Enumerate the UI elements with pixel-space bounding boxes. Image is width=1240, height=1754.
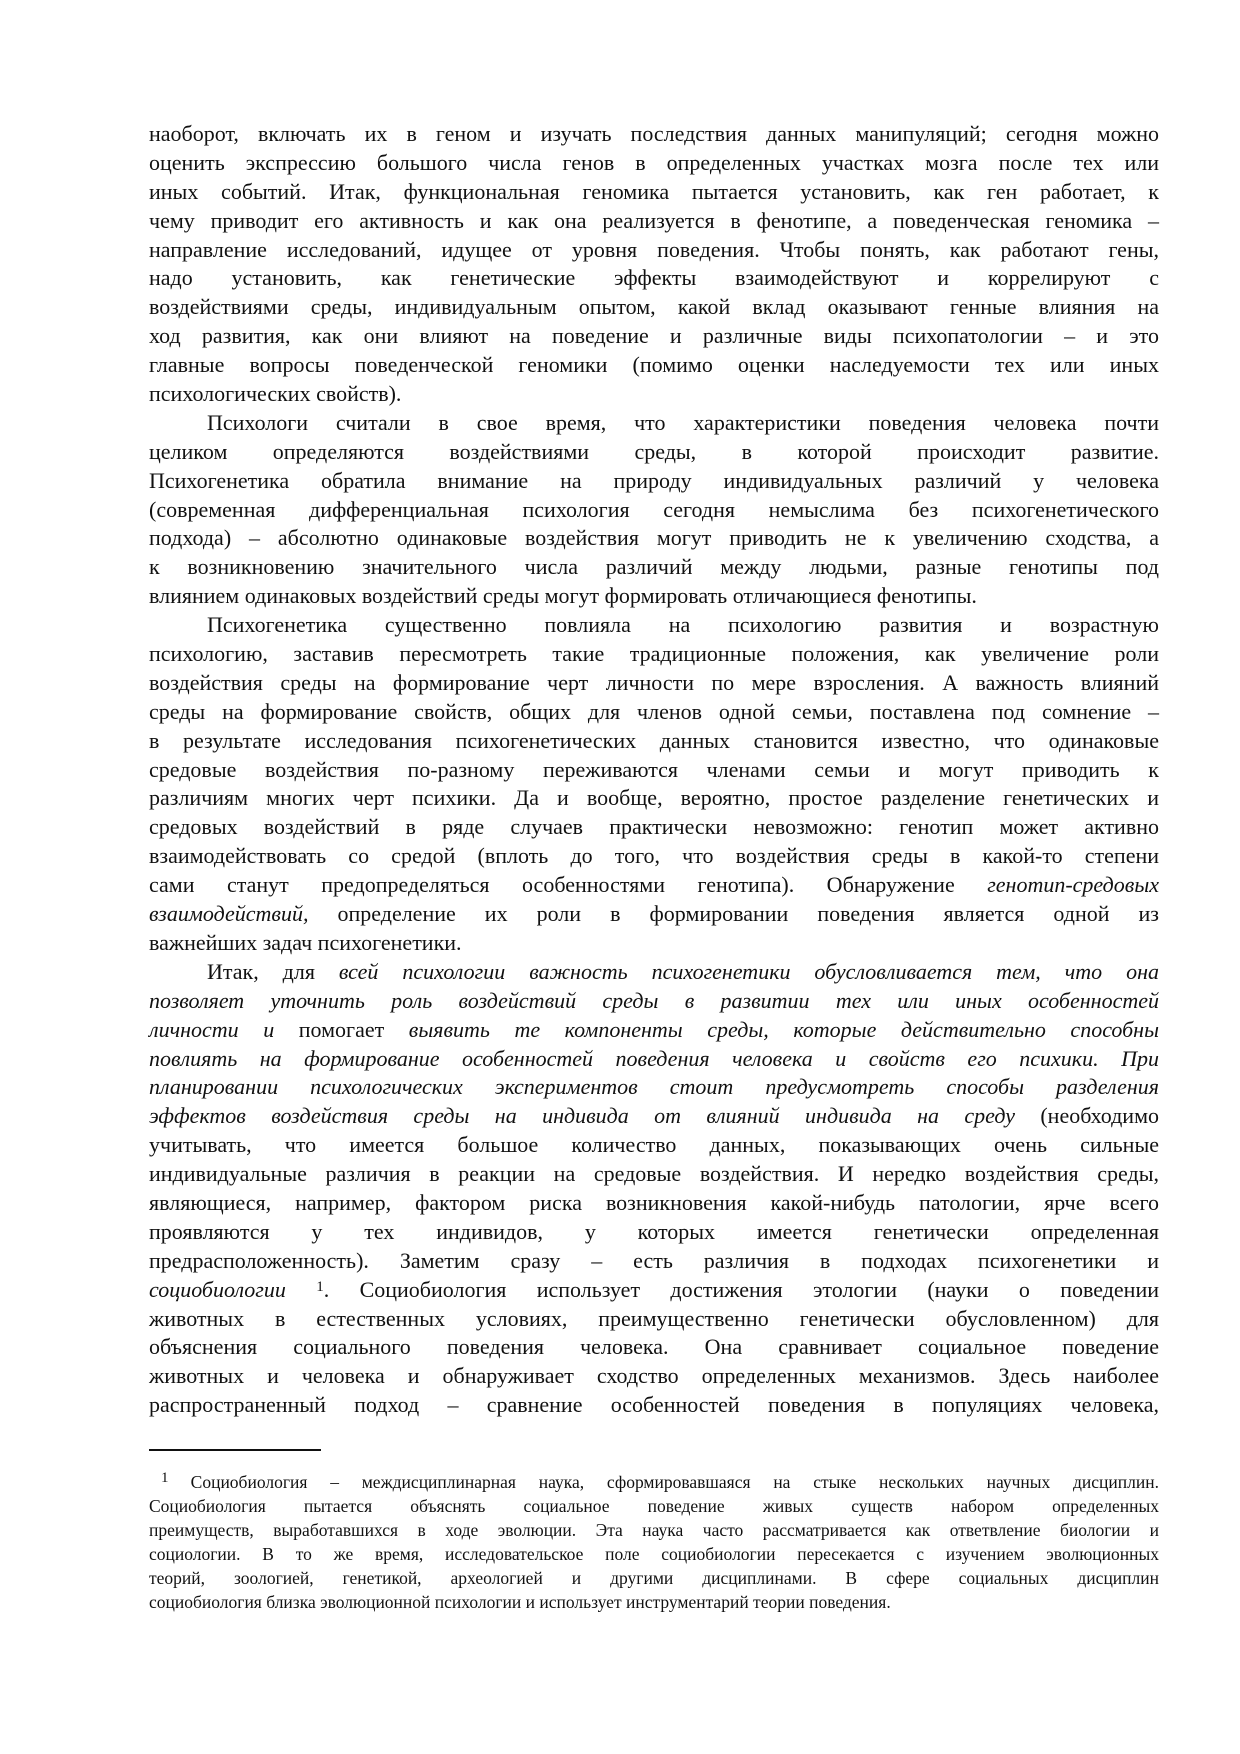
text-line [149, 842, 1159, 871]
text-line [149, 380, 1159, 409]
text-run: воздействиями среды, индивидуальным опытом, какой вклад оказывают генные влияния на [149, 294, 1159, 320]
text-run: Итак, для [207, 958, 339, 984]
text-run: воздействия среды на формирование черт личности по мере взросления. А важность влияний [149, 669, 1159, 695]
text-run: среды на формирование свойств, общих для членов одной семьи, поставлена под сомнение – [149, 698, 1159, 724]
italic-text: позволяет уточнить роль воздействий среды в развитии тех или иных особенностей [149, 987, 1159, 1013]
text-run: являющиеся, например, фактором риска возникновения какой-нибудь патологии, ярче всего [149, 1189, 1159, 1215]
footnote-marker: 1 [161, 1470, 191, 1486]
text-line [149, 900, 1159, 929]
text-run: Психогенетика обратила внимание на природу индивидуальных различий у человека [149, 467, 1159, 493]
text-line [149, 236, 1159, 265]
text-line [149, 438, 1159, 467]
text-line [149, 120, 1159, 149]
text-run: сами станут предопределяться особенностями генотипа). Обнаружение [149, 872, 988, 898]
text-run: к возникновению значительного числа различий между людьми, разные генотипы под [149, 554, 1159, 580]
text-line [149, 1131, 1159, 1160]
text-run: определение их роли в формировании поведения является одной из [308, 901, 1159, 927]
paragraph [149, 958, 1159, 1420]
footnote-line [149, 1566, 1159, 1590]
text-line [149, 1247, 1159, 1276]
text-line [149, 467, 1159, 496]
text-run: предрасположенность). Заметим сразу – есть различия в подходах психогенетики и [149, 1247, 1159, 1273]
text-line [149, 1073, 1159, 1102]
text-run: индивидуальные различия в реакции на средовые воздействия. И нередко воздействия среды, [149, 1161, 1159, 1187]
text-line [149, 1276, 1159, 1305]
text-line [149, 784, 1159, 813]
text-run: средовые воздействия по-разному переживаются членами семьи и могут приводить к [149, 756, 1159, 782]
text-run: объяснения социального поведения человека. Она сравнивает социальное поведение [149, 1334, 1159, 1360]
text-run: в результате исследования психогенетических данных становится известно, что одинаковые [149, 727, 1159, 753]
text-line [149, 1045, 1159, 1074]
text-run: Социобиология – междисциплинарная наука, сформировавшаяся на стыке нескольких научных дисциплин. [190, 1472, 1159, 1492]
italic-text: выявить те компоненты среды, которые действительно способны [408, 1016, 1159, 1042]
text-line [149, 756, 1159, 785]
text-run: влиянием одинаковых воздействий среды могут формировать отличающиеся фенотипы. [149, 583, 977, 609]
text-line [149, 1305, 1159, 1334]
italic-text: повлиять на формирование особенностей поведения человека и свойств его психики. При [149, 1045, 1159, 1071]
text-line [149, 1391, 1159, 1420]
italic-text: генотип-средовых [987, 872, 1159, 898]
text-run: социобиология близка эволюционной психологии и использует инструментарий теории поведения. [149, 1592, 891, 1612]
text-line [149, 1102, 1159, 1131]
text-line [149, 987, 1159, 1016]
text-run: социологии. В то же время, исследовательское поле социобиологии пересекается с изучением эволюционных [149, 1544, 1159, 1564]
text-line [149, 871, 1159, 900]
italic-text: взаимодействий, [149, 901, 309, 927]
text-line [149, 1333, 1159, 1362]
text-run: направление исследований, идущее от уровня поведения. Чтобы понять, как работают гены, [149, 236, 1159, 262]
text-line [149, 1362, 1159, 1391]
text-run [286, 1277, 316, 1302]
italic-text: личности и [149, 1016, 275, 1042]
text-line [149, 813, 1159, 842]
text-run: психологию, заставив пересмотреть такие традиционные положения, как увеличение роли [149, 641, 1159, 667]
text-run: (современная дифференциальная психология сегодня немыслима без психогенетического [149, 496, 1159, 522]
footnote-line [149, 1494, 1159, 1518]
text-line [149, 1218, 1159, 1247]
body-text [149, 120, 1159, 1420]
text-run: важнейших задач психогенетики. [149, 929, 462, 955]
text-line [149, 582, 1159, 611]
text-run: учитывать, что имеется большое количество данных, показывающих очень сильные [149, 1132, 1159, 1158]
text-run: Социобиология пытается объяснять социальное поведение живых существ набором определенных [149, 1496, 1159, 1516]
text-run: целиком определяются воздействиями среды, в которой происходит развитие. [149, 438, 1159, 464]
italic-text: всей психологии важность психогенетики обусловливается тем, что она [338, 958, 1159, 984]
text-run: надо установить, как генетические эффекты взаимодействуют и коррелируют с [149, 265, 1159, 291]
text-run: взаимодействовать со средой (вплоть до того, что воздействия среды в какой-то степени [149, 843, 1159, 869]
text-run: подхода) – абсолютно одинаковые воздействия могут приводить не к увеличению сходства, а [149, 525, 1159, 551]
text-run: теорий, зоологией, генетикой, археологией и другими дисциплинами. В сфере социальных дисциплин [149, 1568, 1159, 1588]
text-line [149, 553, 1159, 582]
text-run: наоборот, включать их в геном и изучать последствия данных манипуляций; сегодня можно [149, 121, 1159, 146]
text-line [149, 496, 1159, 525]
text-line [149, 322, 1159, 351]
footnote [149, 1470, 1159, 1614]
text-run: (необходимо [1015, 1103, 1159, 1129]
text-line [149, 207, 1159, 236]
text-run: различиям многих черт психики. Да и вообще, вероятно, простое разделение генетических и [149, 785, 1159, 811]
footnote-separator [149, 1449, 321, 1451]
footnote-line [149, 1542, 1159, 1566]
paragraph [149, 409, 1159, 611]
footnote-reference[interactable]: 1 [316, 1278, 324, 1295]
italic-text: эффектов воздействия среды на индивида от влияний индивида на среду [149, 1103, 1015, 1129]
text-run: Психологи считали в свое время, что характеристики поведения человека почти [207, 409, 1159, 435]
text-run: животных в естественных условиях, преимущественно генетически обусловленном) для [149, 1305, 1159, 1331]
text-run: чему приводит его активность и как она реализуется в фенотипе, а поведенческая геномика – [149, 207, 1159, 233]
text-line [149, 351, 1159, 380]
text-line [149, 293, 1159, 322]
text-run: главные вопросы поведенческой геномики (помимо оценки наследуемости тех или иных [149, 352, 1159, 378]
text-run: Психогенетика существенно повлияла на психологию развития и возрастную [207, 612, 1159, 638]
text-run: оценить экспрессию большого числа генов в определенных участках мозга после тех или [149, 149, 1159, 175]
text-line [149, 524, 1159, 553]
italic-text: социобиологии [149, 1276, 286, 1302]
text-line [149, 409, 1159, 438]
text-line [149, 1189, 1159, 1218]
text-line [149, 669, 1159, 698]
text-run: . Социобиология использует достижения этологии (науки о поведении [323, 1276, 1159, 1302]
text-run: иных событий. Итак, функциональная геномика пытается установить, как ген работает, к [149, 178, 1159, 204]
text-line [149, 1160, 1159, 1189]
text-run: ход развития, как они влияют на поведение и различные виды психопатологии – и это [149, 323, 1159, 349]
paragraph [149, 120, 1159, 409]
text-line [149, 958, 1159, 987]
italic-text: планировании психологических экспериментов стоит предусмотреть способы разделения [149, 1074, 1159, 1100]
text-line [149, 640, 1159, 669]
footnote-line [149, 1590, 1159, 1614]
text-run: психологических свойств). [149, 381, 402, 407]
text-line [149, 178, 1159, 207]
text-run: помогает [274, 1016, 409, 1042]
text-run: проявляются у тех индивидов, у которых имеется генетически определенная [149, 1218, 1159, 1244]
text-run: животных и человека и обнаруживает сходство определенных механизмов. Здесь наиболее [149, 1363, 1159, 1389]
text-run: средовых воздействий в ряде случаев практически невозможно: генотип может активно [149, 814, 1159, 840]
footnote-line [149, 1470, 1159, 1494]
text-line [149, 149, 1159, 178]
text-line [149, 727, 1159, 756]
text-line [149, 698, 1159, 727]
text-line [149, 264, 1159, 293]
text-run: распространенный подход – сравнение особенностей поведения в популяциях человека, [149, 1392, 1159, 1418]
footnote-line [149, 1518, 1159, 1542]
text-line [149, 929, 1159, 958]
text-line [149, 1016, 1159, 1045]
text-run: преимуществ, выработавшихся в ходе эволюции. Эта наука часто рассматривается как ответвление биологии и [149, 1520, 1159, 1540]
text-line [149, 611, 1159, 640]
paragraph [149, 611, 1159, 958]
